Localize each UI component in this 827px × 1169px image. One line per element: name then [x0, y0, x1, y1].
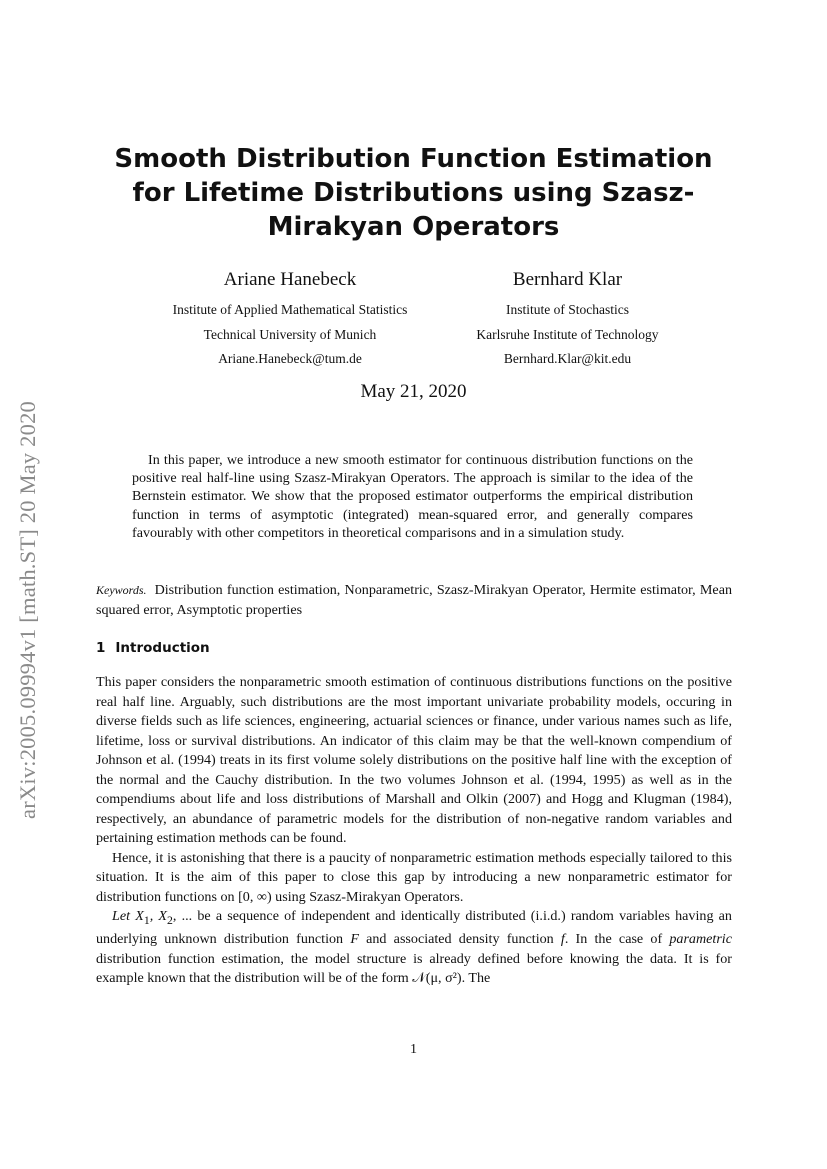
math-expression: 𝒩(μ, σ²): [412, 970, 462, 987]
paragraph: Hence, it is astonishing that there is a paucity of nonparametric estimation methods especially tailored to this situation. It is the aim of this paper to close this gap by introducing a new nonparametric estimator for distribution functions on [0, ∞) using Szasz-Mirakyan Operators.: [96, 849, 732, 905]
text-run: distribution function estimation, the model structure is already defined before knowing the data. It is for example known that the distribution will be of the form: [96, 950, 732, 987]
text-run: , ... be a sequence of independent and identically distributed (i.i.d.) random variables having an underlying unknown distribution function: [96, 908, 732, 948]
section-body: [96, 673, 732, 989]
paragraph: This paper considers the nonparametric smooth estimation of continuous distributions functions on the positive real half line. Arguably, such distributions are the most important univariate probability models, occuring in diverse fields such as life sciences, engineering, actuarial sciences or finance, under various names such as life, lifetime, loss or survival distributions. An indicator of this claim may be that the well-known compendium of Johnson et al. (1994) treats in its first volume solely distributions on the positive half line with the exception of the normal and the Cauchy distribution. In the two volumes Johnson et al. (1994, 1995) as well as in the compendiums about life and loss distributions of Marshall and Olkin (2007) and Hogg and Klugman (1984), respectively, an abundance of parametric models for the distribution of non-negative random variables and pertaining estimation methods can be found.: [96, 674, 732, 846]
author-email[interactable]: Bernhard.Klar@kit.edu: [503, 351, 632, 366]
page-number: 1: [409, 1041, 418, 1057]
text-run: and associated density function: [358, 931, 561, 948]
keywords-label: Keywords.: [96, 583, 147, 597]
section-title: Introduction: [115, 640, 210, 656]
keywords: [96, 581, 732, 620]
abstract: In this paper, we introduce a new smooth estimator for continuous distribution functions on the positive real half-line using Szasz-Mirakyan Operators. The approach is similar to the idea of the Bernstein estimator. We show that the proposed estimator outperforms the empirical distribution function in terms of asymptotic (integrated) mean-squared error, and generally compares favourably with other competitors in theoretical comparisons and in a simulation study.: [132, 452, 693, 541]
author-email[interactable]: Ariane.Hanebeck@tum.de: [218, 351, 362, 366]
text-run: . In the case of: [564, 931, 670, 948]
author-2: [445, 268, 690, 372]
math-subscript: 1: [143, 913, 150, 927]
keywords-text: Distribution function estimation, Nonparametric, Szasz-Mirakyan Operator, Hermite estimator, Mean squared error, Asymptotic properties: [96, 582, 732, 618]
author-1: [140, 268, 440, 372]
author-name: Bernhard Klar: [512, 269, 623, 290]
author-affiliation: Institute of Stochastics: [506, 302, 629, 317]
publication-date: May 21, 2020: [360, 381, 467, 402]
math-symbol: Let X: [112, 908, 144, 924]
section-number: 1: [96, 640, 106, 656]
arxiv-identifier[interactable]: arXiv:2005.09994v1 [math.ST] 20 May 2020: [15, 401, 40, 819]
emphasis: parametric: [669, 931, 732, 948]
math-subscript: 2: [167, 913, 173, 927]
math-symbol: , X: [149, 908, 168, 924]
paragraph: [96, 907, 732, 989]
section-heading: [96, 640, 210, 656]
math-symbol: f: [560, 931, 565, 948]
paper-title: Smooth Distribution Function Estimation for Lifetime Distributions using Szasz-Mirakyan Operators: [114, 144, 713, 242]
author-affiliation: Technical University of Munich: [203, 326, 377, 342]
text-run: . The: [461, 970, 491, 987]
math-symbol: F: [350, 931, 359, 948]
author-name: Ariane Hanebeck: [223, 269, 357, 290]
author-affiliation: Institute of Applied Mathematical Statistics: [172, 302, 408, 317]
author-affiliation: Karlsruhe Institute of Technology: [476, 326, 659, 342]
